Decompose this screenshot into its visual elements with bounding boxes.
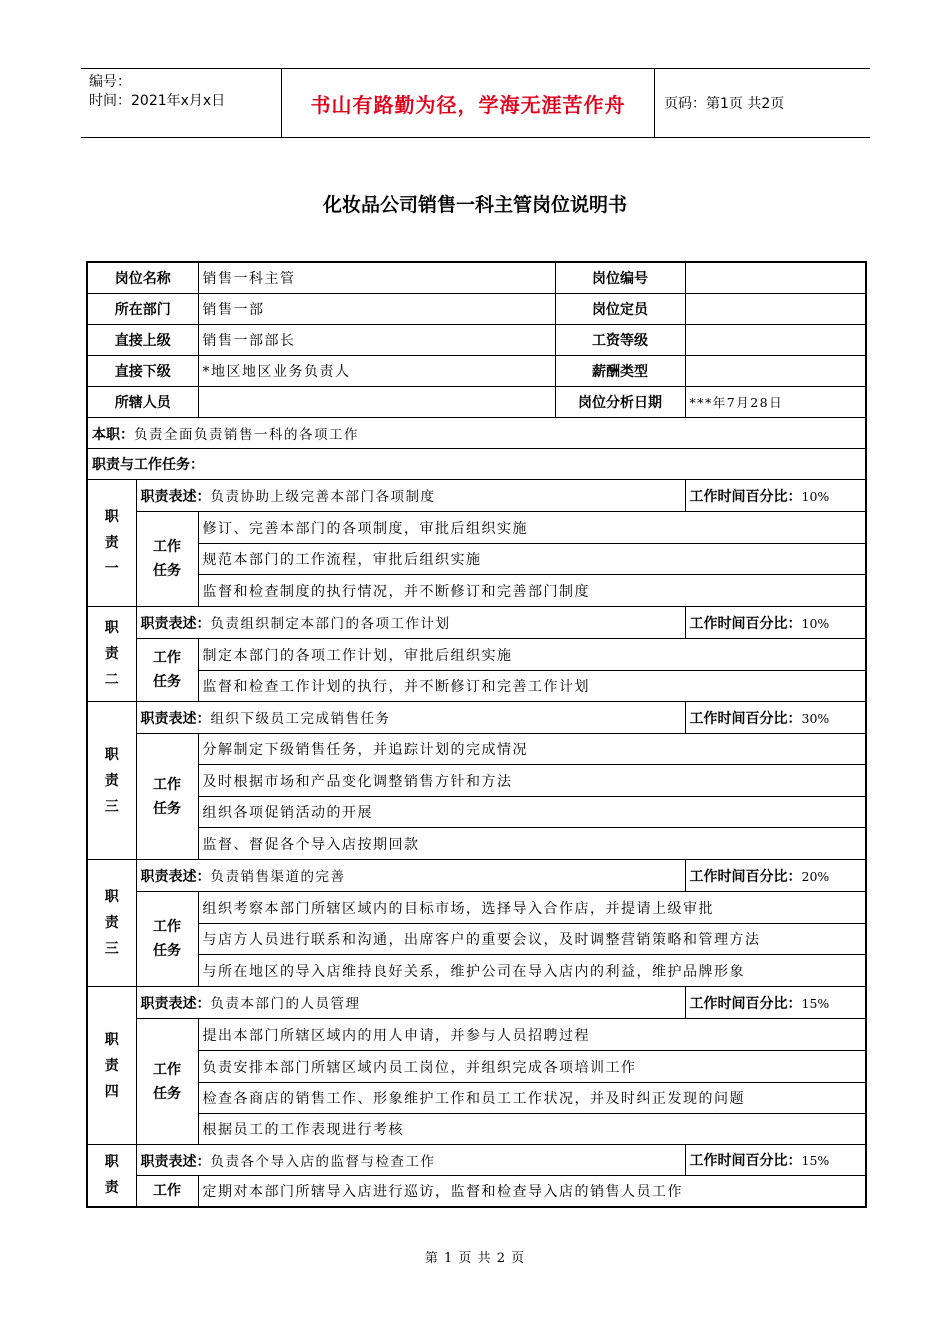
time-percentage-value: 10% <box>801 488 830 504</box>
task-item: 定期对本部门所辖导入店进行巡访，监督和检查导入店的销售人员工作 <box>198 1176 866 1208</box>
page-header <box>81 68 870 138</box>
info-label: 岗位定员 <box>555 294 685 325</box>
info-label: 工资等级 <box>555 325 685 356</box>
task-label: 工作任务 <box>136 1019 198 1145</box>
duty-desc-text: 组织下级员工完成销售任务 <box>210 711 391 727</box>
time-percentage <box>685 987 866 1019</box>
duty-desc-label: 职责表述： <box>140 489 211 505</box>
duty-desc-text: 负责协助上级完善本部门各项制度 <box>210 489 436 505</box>
header-motto: 书山有路勤为径，学海无涯苦作舟 <box>282 69 655 137</box>
task-item: 修订、完善本部门的各项制度，审批后组织实施 <box>198 512 866 544</box>
info-value <box>198 387 555 418</box>
time-percentage-value: 10% <box>801 615 830 631</box>
info-label: 薪酬类型 <box>555 356 685 387</box>
duty-desc-label: 职责表述： <box>140 1153 211 1170</box>
duty-desc-label: 职责表述： <box>140 869 211 885</box>
duty-summary-text: 负责全面负责销售一科的各项工作 <box>134 426 359 443</box>
task-item: 分解制定下级销售任务，并追踪计划的完成情况 <box>198 734 866 765</box>
job-description-table <box>86 261 867 1208</box>
time-percentage <box>685 860 866 892</box>
task-item: 监督和检查工作计划的执行，并不断修订和完善工作计划 <box>198 671 866 702</box>
duty-description <box>136 860 685 892</box>
duty-desc-text: 负责组织制定本部门的各项工作计划 <box>210 616 451 632</box>
task-item: 及时根据市场和产品变化调整销售方针和方法 <box>198 765 866 797</box>
duty-name <box>87 860 136 987</box>
task-label: 工作任务 <box>136 734 198 860</box>
task-label: 工作 <box>136 1176 198 1208</box>
page-footer: 第 1 页 共 2 页 <box>424 1251 526 1266</box>
duties-section <box>87 480 866 1208</box>
duty-name-text: 职责三 <box>104 746 119 815</box>
duty-name <box>87 702 136 860</box>
time-percentage-label: 工作时间百分比： <box>689 995 802 1012</box>
duty-name-text: 职责 <box>104 1154 119 1196</box>
duty-description <box>136 1145 685 1176</box>
duty-name <box>87 987 136 1145</box>
info-value: *地区地区业务负责人 <box>198 356 555 387</box>
duty-desc-text: 负责本部门的人员管理 <box>210 996 361 1012</box>
duty-name <box>87 480 136 607</box>
task-item: 提出本部门所辖区域内的用人申请，并参与人员招聘过程 <box>198 1019 866 1051</box>
task-item: 与所在地区的导入店维持良好关系，维护公司在导入店内的利益，维护品牌形象 <box>198 955 866 987</box>
duty-name-text: 职责三 <box>104 889 119 957</box>
task-item: 制定本部门的各项工作计划，审批后组织实施 <box>198 639 866 671</box>
task-label: 工作任务 <box>136 639 198 702</box>
info-label: 岗位分析日期 <box>555 387 685 418</box>
task-item: 根据员工的工作表现进行考核 <box>198 1114 866 1145</box>
document-title: 化妆品公司销售一科主管岗位说明书 <box>322 194 627 216</box>
header-meta <box>81 69 282 137</box>
info-label: 岗位编号 <box>555 262 685 294</box>
duty-desc-label: 职责表述： <box>140 996 211 1012</box>
info-value <box>685 356 866 387</box>
duty-description <box>136 987 685 1019</box>
time-percentage <box>685 702 866 734</box>
duty-name <box>87 1145 136 1208</box>
task-item: 规范本部门的工作流程，审批后组织实施 <box>198 544 866 575</box>
time-percentage-value: 15% <box>801 995 830 1011</box>
duty-summary-row <box>87 418 866 449</box>
time-percentage-value: 15% <box>801 1153 830 1168</box>
info-value <box>685 262 866 294</box>
info-section <box>87 262 866 480</box>
duty-desc-text: 负责各个导入店的监督与检查工作 <box>210 1153 436 1170</box>
header-page-label: 页码：第1页 共2页 <box>664 96 785 112</box>
info-value: 销售一科主管 <box>198 262 555 294</box>
time-percentage-label: 工作时间百分比： <box>689 1153 802 1169</box>
info-value <box>685 294 866 325</box>
time-percentage <box>685 480 866 512</box>
doc-number-label: 编号： <box>89 74 131 90</box>
info-value: ***年7月28日 <box>685 387 866 418</box>
doc-time-label: 时间：2021年x月x日 <box>89 93 226 109</box>
info-value <box>685 325 866 356</box>
info-label: 直接下级 <box>87 356 198 387</box>
time-percentage-label: 工作时间百分比： <box>689 615 802 632</box>
task-item: 监督和检查制度的执行情况，并不断修订和完善部门制度 <box>198 575 866 607</box>
time-percentage <box>685 607 866 639</box>
info-value: 销售一部部长 <box>198 325 555 356</box>
duties-header: 职责与工作任务： <box>87 449 866 480</box>
info-label: 直接上级 <box>87 325 198 356</box>
time-percentage-label: 工作时间百分比： <box>689 868 802 885</box>
task-item: 组织考察本部门所辖区域内的目标市场，选择导入合作店，并提请上级审批 <box>198 892 866 924</box>
duty-description <box>136 702 685 734</box>
task-item: 组织各项促销活动的开展 <box>198 797 866 828</box>
time-percentage <box>685 1145 866 1176</box>
info-label: 岗位名称 <box>87 262 198 294</box>
duty-name <box>87 607 136 702</box>
task-item: 检查各商店的销售工作、形象维护工作和员工工作状况，并及时纠正发现的问题 <box>198 1083 866 1114</box>
time-percentage-value: 30% <box>801 710 830 726</box>
task-label: 工作任务 <box>136 512 198 607</box>
time-percentage-value: 20% <box>801 868 830 884</box>
duty-description <box>136 480 685 512</box>
duty-name-text: 职责二 <box>104 620 119 688</box>
info-label: 所在部门 <box>87 294 198 325</box>
duty-summary-label: 本职： <box>92 426 134 443</box>
duty-desc-label: 职责表述： <box>140 711 211 727</box>
task-label: 工作任务 <box>136 892 198 987</box>
task-item: 与店方人员进行联系和沟通，出席客户的重要会议，及时调整营销策略和管理方法 <box>198 924 866 955</box>
duty-description <box>136 607 685 639</box>
time-percentage-label: 工作时间百分比： <box>689 488 802 505</box>
duty-desc-label: 职责表述： <box>140 616 211 632</box>
duty-desc-text: 负责销售渠道的完善 <box>210 869 346 885</box>
info-value: 销售一部 <box>198 294 555 325</box>
duty-name-text: 职责四 <box>104 1031 119 1100</box>
duty-name-text: 职责一 <box>104 509 119 577</box>
time-percentage-label: 工作时间百分比： <box>689 710 802 727</box>
task-item: 负责安排本部门所辖区域内员工岗位，并组织完成各项培训工作 <box>198 1051 866 1083</box>
info-label: 所辖人员 <box>87 387 198 418</box>
task-item: 监督、督促各个导入店按期回款 <box>198 828 866 860</box>
